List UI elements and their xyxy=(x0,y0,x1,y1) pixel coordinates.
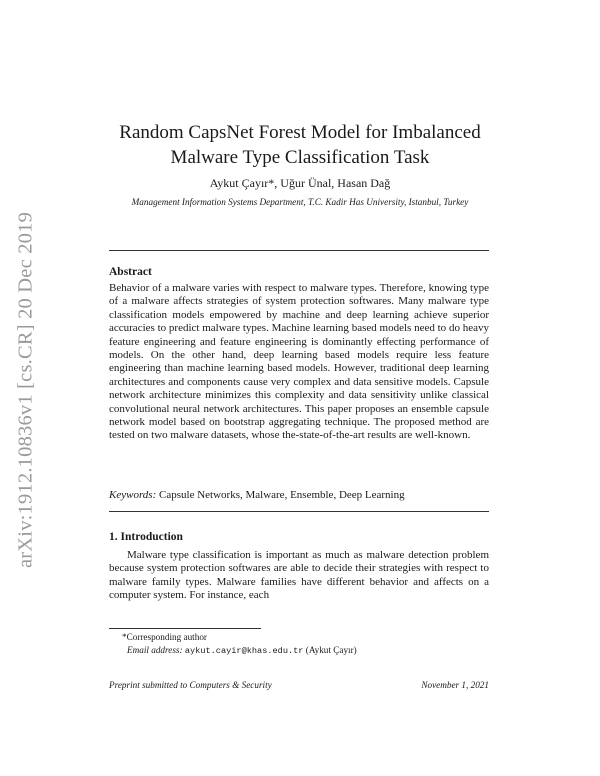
arxiv-stamp xyxy=(6,200,46,580)
footnote-rule xyxy=(109,628,261,629)
title-line-1: Random CapsNet Forest Model for Imbalanced xyxy=(119,122,481,143)
footnote-email-label: Email address: xyxy=(127,645,183,655)
arxiv-stamp-text: arXiv:1912.10836v1 [cs.CR] 20 Dec 2019 xyxy=(14,211,37,569)
abstract-bottom-rule xyxy=(109,511,489,512)
abstract-top-rule xyxy=(109,250,489,251)
affiliation: Management Information Systems Department, T.C. Kadir Has University, Istanbul, Turkey xyxy=(131,197,469,207)
section-heading-introduction: 1. Introduction xyxy=(109,531,183,543)
footnote-corresponding: *Corresponding author xyxy=(122,632,207,642)
keywords-label: Keywords: xyxy=(109,489,157,501)
email-address[interactable]: aykut.cayir@khas.edu.tr xyxy=(184,646,304,656)
keywords xyxy=(109,489,489,501)
footnote-email-name: (Aykut Çayır) xyxy=(305,645,357,655)
footer-preprint-note: Preprint submitted to Computers & Security xyxy=(109,680,272,690)
paper-title xyxy=(80,120,520,170)
abstract-text: Behavior of a malware varies with respect to malware types. Therefore, knowing type of a malware affects strategies of system protection softwares. Many malware type classification models empowered by machine and deep learning achieve superior accuracies to predict malware types. Machine learning based models need to do heavy feature engineering and feature engineering is dominantly effecting performance of models. On the other hand, deep learning based models require less feature engineering than machine learning based models. However, traditional deep learning architectures and components cause very complex and data sensitive models. Capsule network architecture minimizes this complexity and data sensitivity unlike classical convolutional neural network architectures. This paper proposes an ensemble capsule network model based on bootstrap aggregating technique. The proposed method are tested on two malware datasets, whose the-state-of-the-art results are well-known. xyxy=(109,282,489,442)
title-line-2: Malware Type Classification Task xyxy=(170,147,430,168)
introduction-text: Malware type classification is important as much as malware detection problem because system protection softwares are able to decide their strategies with respect to malware family types. Malware families have different behavior and affects on a computer system. For instance, each xyxy=(109,549,489,602)
footer-date: November 1, 2021 xyxy=(421,680,489,690)
footnote-email xyxy=(127,645,357,656)
keywords-text: Capsule Networks, Malware, Ensemble, Deep Learning xyxy=(159,489,405,501)
authors: Aykut Çayır*, Uğur Ünal, Hasan Dağ xyxy=(209,176,391,190)
abstract-heading: Abstract xyxy=(109,266,152,278)
